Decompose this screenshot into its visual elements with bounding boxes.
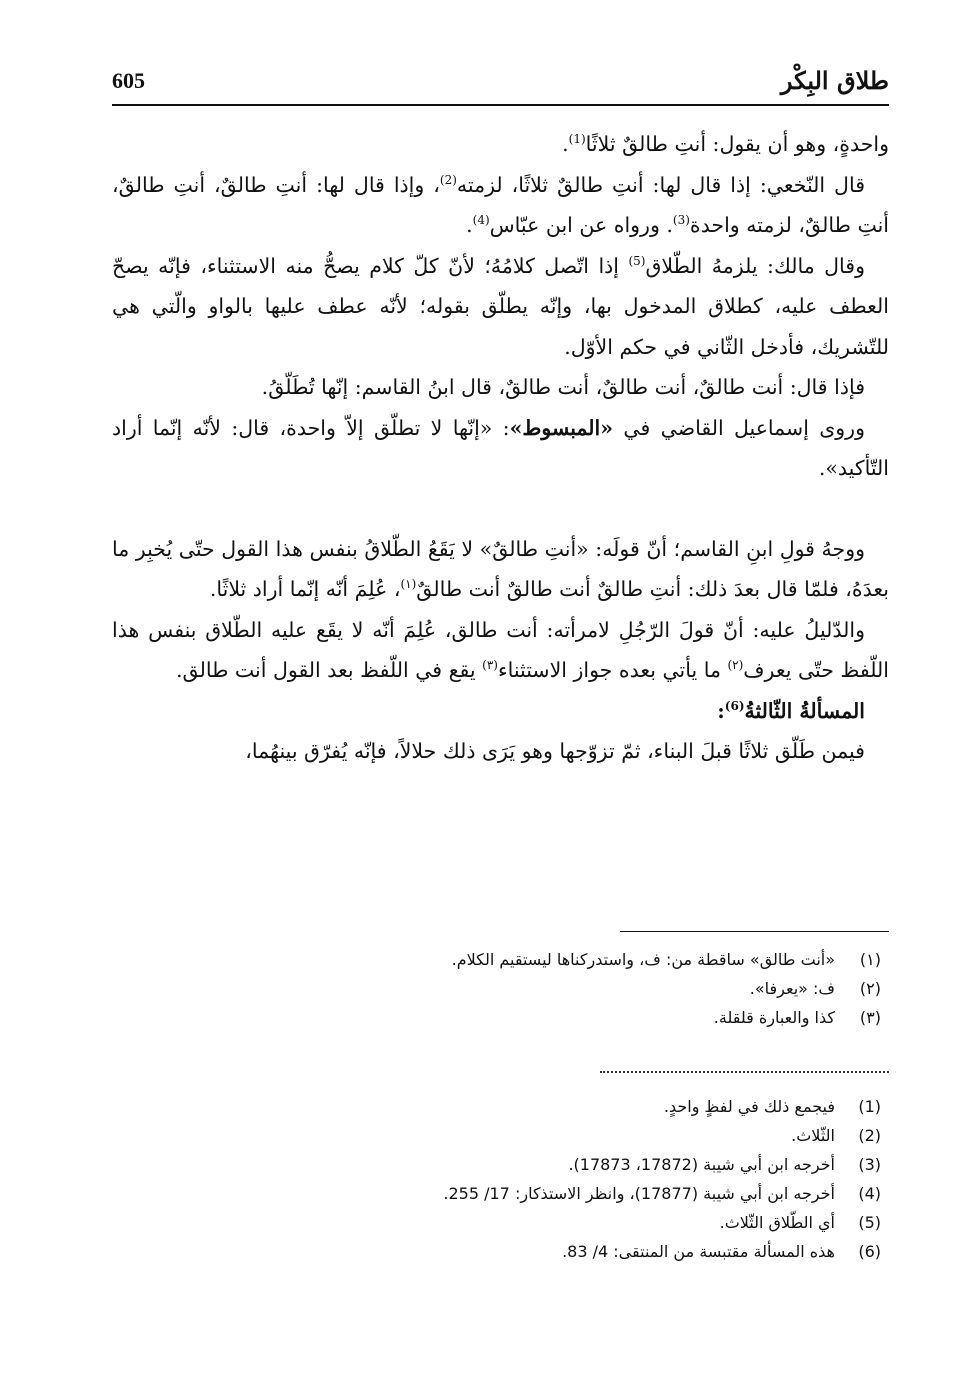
paragraph-4: فإذا قال: أنت طالقٌ، أنت طالقٌ، أنت طالقٌ، قال ابنُ القاسم: إنّها تُطَلّقُ. — [261, 375, 865, 399]
footnote: (1) فيجمع ذلك في لفظٍ واحدٍ. — [663, 1097, 881, 1116]
paragraph-7: والدّليلُ عليه: أنّ قولَ الرّجُلِ لامرأته: أنت طالق، عُلِمَ أنّه لا يقَع عليه الطّلاق بنفس هذا اللّفظ حتّى يعرف$^{(٢)}$ ما يأتي بعده جواز الاستثناء$^{(٣)}$ يقع في اللّفظ بعد القول أنت طالق. — [112, 617, 889, 682]
running-title: طلاق البِكْر — [780, 66, 889, 95]
footnote: (2) الثّلاث. — [791, 1126, 881, 1145]
paragraph-3: وقال مالك: يلزمهُ الطّلاق$^{(5)}$ إذا اتّصل كلامُهُ؛ لأنّ كلّ كلام يصحُّ منه الاستثناء، فإنّه يصحّ العطف عليه، كطلاق المدخول بها، وإنّه يطلّق بقوله؛ لأنّه عطف عليها بالواو والّتي هي للتّشريك، فأدخل الثّاني في حكم الأوّل. — [112, 253, 889, 359]
paragraph-6: ووجهُ قولِ ابنِ القاسم؛ أنّ قولَه: «أنتِ طالقٌ» لا يَقَعُ الطّلاقُ بنفس هذا القول حتّى يُخبِر ما بعدَهُ، فلمّا قال بعدَ ذلك: أنتِ طالقٌ أنت طالقٌ أنت طالقٌ$^{(١)}$، عُلِمَ أنّه إنّما أراد ثلاثًا. — [112, 536, 889, 601]
footnote-ref-4[interactable]: (4) — [472, 213, 490, 228]
footnote: (5) أي الطّلاق الثّلاث. — [719, 1213, 881, 1232]
footnote-ref-6[interactable]: (6) — [724, 698, 745, 713]
page-number: 605 — [112, 68, 145, 93]
footnote-ref-1[interactable]: (1) — [568, 132, 586, 147]
paragraph-1: واحدةٍ، وهو أن يقول: أنتِ طالقٌ ثلاثًا$^{(1)}$. — [562, 132, 889, 156]
book-title: «المبسوط» — [509, 415, 614, 440]
section-heading: المسألةُ الثّالثةُ$^{(6)}$: — [717, 698, 865, 723]
footnote: (3) أخرجه ابن أبي شيبة (17872، 17873). — [568, 1155, 881, 1174]
editor-note: (٢) ف: «يعرفا». — [749, 979, 881, 998]
footnote-ref-3[interactable]: (3) — [672, 213, 690, 228]
main-text — [112, 124, 889, 772]
editor-note-ref-2[interactable]: (٢) — [727, 658, 744, 673]
paragraph-5: وروى إسماعيل القاضي في «المبسوط»: «إنّها لا تطلّق إلاّ واحدة، قال: لأنّه إنّما أراد التّأكيد». — [112, 415, 889, 480]
editor-note: (١) «أنت طالق» ساقطة من: ف، واستدركناها ليستقيم الكلام. — [451, 950, 881, 969]
footnote: (4) أخرجه ابن أبي شيبة (17877)، وانظر الاستذكار: 17/ 255. — [443, 1184, 881, 1203]
footnotes-dotted-rule — [600, 1071, 889, 1073]
footnote: (6) هذه المسألة مقتبسة من المنتقى: 4/ 83. — [562, 1242, 881, 1261]
footnote-ref-2[interactable]: (2) — [439, 172, 457, 187]
paragraph-gap — [112, 489, 889, 529]
paragraph-8: فيمن طَلّق ثلاثًا قبلَ البناء، ثمّ تزوّجها وهو يَرَى ذلك حلالاً، فإنّه يُفرّق بينهُما، — [245, 739, 865, 763]
editor-note-ref-1[interactable]: (١) — [400, 577, 417, 592]
header-rule — [112, 104, 889, 106]
editor-notes-rule — [620, 931, 889, 932]
paragraph-2: قال النّخعي: إذا قال لها: أنتِ طالقٌ ثلاثًا، لزمته$^{(2)}$، وإذا قال لها: أنتِ طالقٌ، أنتِ طالقٌ، أنتِ طالقٌ، لزمته واحدة$^{(3)}$. ورواه عن ابن عبّاس$^{(4)}$. — [112, 172, 889, 237]
editor-notes — [112, 945, 881, 1032]
editor-note-ref-3[interactable]: (٣) — [482, 658, 498, 673]
footnote-ref-5[interactable]: (5) — [628, 253, 646, 268]
footnotes — [112, 1092, 881, 1266]
editor-note: (٣) كذا والعبارة قلقلة. — [713, 1008, 881, 1027]
